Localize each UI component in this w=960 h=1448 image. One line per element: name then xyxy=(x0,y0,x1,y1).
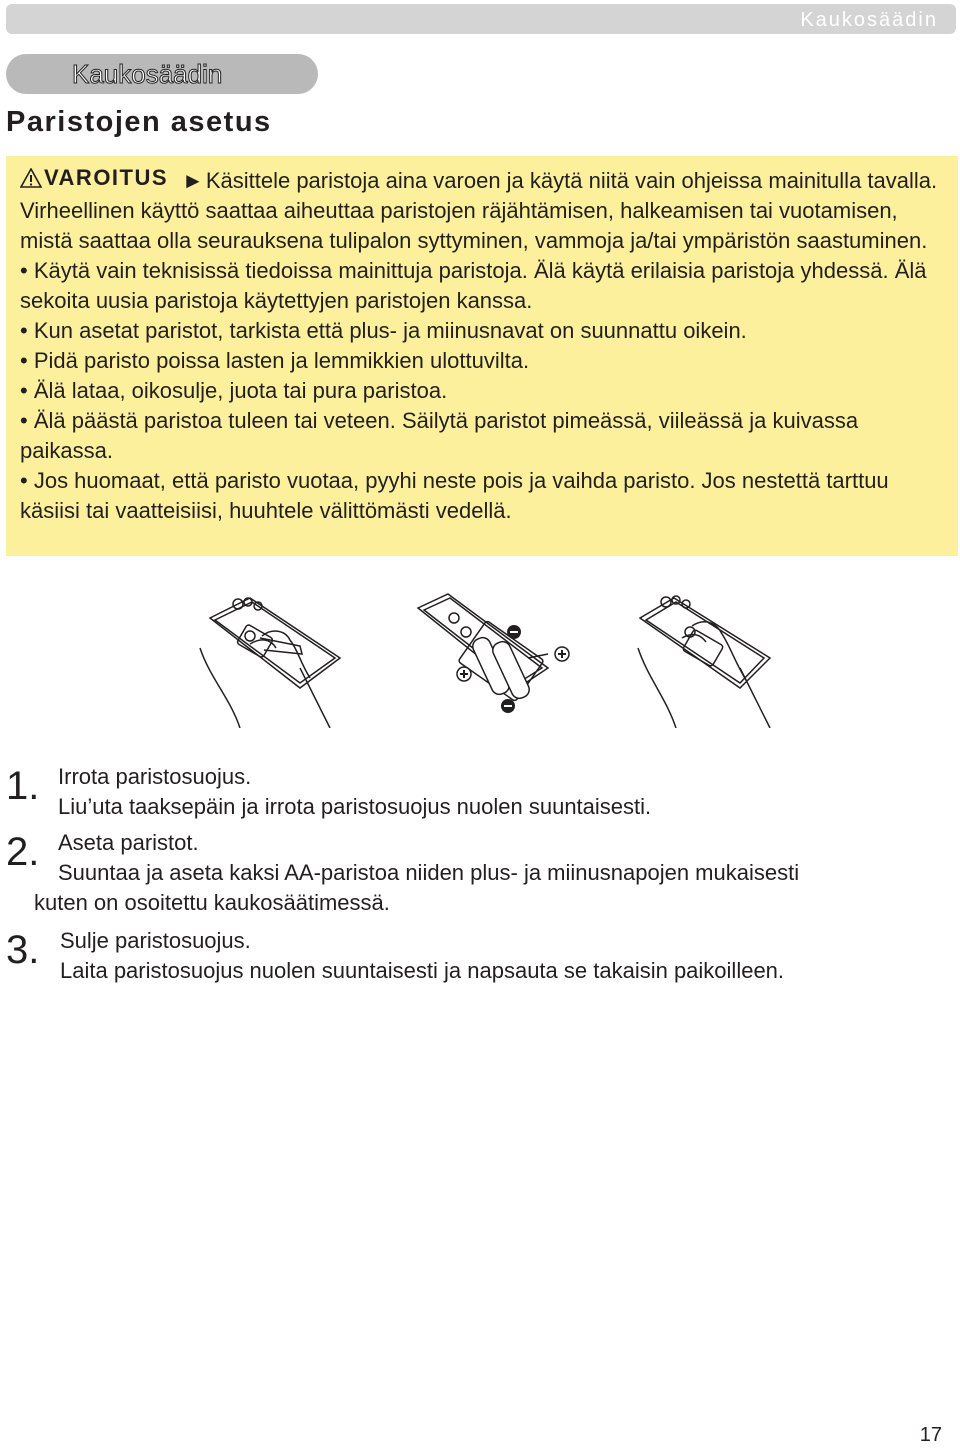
step-body-continued: kuten on osoitettu kaukosäätimessä. xyxy=(34,890,390,915)
page-number: 17 xyxy=(919,1424,942,1446)
running-header-bar xyxy=(6,4,956,34)
step-body: Suuntaa ja aseta kaksi AA-paristoa niiden plus- ja miinusnapojen mukaisesti xyxy=(58,860,800,885)
warning-bullet: • Käytä vain teknisissä tiedoissa mainittuja paristoja. Älä käytä erilaisia paristoja yhdessä. Älä sekoita uusia paristoja käytettyjen paristojen kanssa. xyxy=(20,256,944,316)
minus-icon xyxy=(507,625,521,639)
step-title: Irrota paristosuojus. xyxy=(58,764,252,789)
warning-intro-text: Käsittele paristoja aina varoen ja käytä niitä vain ohjeissa mainitulla tavalla. Virheellinen käyttö saattaa aiheuttaa paristojen räjähtämisen, halkeamisen tai vuotamisen, mistä saattaa olla seurauksena tulipalon syttyminen, vammoja ja/tai ympäristön saastuminen. xyxy=(20,168,938,253)
warning-intro xyxy=(20,163,944,256)
step-title: Sulje paristosuojus. xyxy=(60,928,251,953)
section-tab xyxy=(6,54,318,94)
warning-bullet: • Älä lataa, oikosulje, juota tai pura paristoa. xyxy=(20,376,944,406)
warning-bullet: • Jos huomaat, että paristo vuotaa, pyyhi neste pois ja vaihda paristo. Jos nestettä tarttuu käsiisi tai vaatteisiisi, huuhtele välittömästi vedellä. xyxy=(20,466,944,526)
step-body: Laita paristosuojus nuolen suuntaisesti ja napsauta se takaisin paikoilleen. xyxy=(60,958,785,983)
step-title: Aseta paristot. xyxy=(58,830,199,855)
section-tab-label: Kaukosäädin xyxy=(72,59,223,89)
step-number: 1. xyxy=(6,764,40,808)
plus-icon xyxy=(457,667,471,681)
warning-bullet: • Pidä paristo poissa lasten ja lemmikkien ulottuvilta. xyxy=(20,346,944,376)
warning-triangle-icon xyxy=(20,168,42,188)
warning-box xyxy=(6,156,958,556)
plus-icon xyxy=(555,647,569,661)
step-number: 2. xyxy=(6,830,40,874)
step-body: Liu’uta taaksepäin ja irrota paristosuojus nuolen suuntaisesti. xyxy=(58,794,652,819)
warning-bullet: • Älä päästä paristoa tuleen tai veteen. Säilytä paristot pimeässä, viileässä ja kuivassa paikassa. xyxy=(20,406,944,466)
warning-bullet: • Kun asetat paristot, tarkista että plus- ja miinusnavat on suunnattu oikein. xyxy=(20,316,944,346)
warning-heading xyxy=(20,163,182,193)
step-number: 3. xyxy=(6,928,40,972)
arrow-right-icon: ► xyxy=(182,168,204,193)
insert-batteries-illustration xyxy=(408,588,578,728)
remove-cover-illustration xyxy=(190,588,360,728)
warning-label: VAROITUS xyxy=(44,165,169,190)
close-cover-illustration xyxy=(630,588,800,728)
battery-illustrations xyxy=(190,588,790,728)
running-header-title: Kaukosäädin xyxy=(800,9,938,31)
minus-icon xyxy=(501,699,515,713)
page-title: Paristojen asetus xyxy=(6,106,272,138)
